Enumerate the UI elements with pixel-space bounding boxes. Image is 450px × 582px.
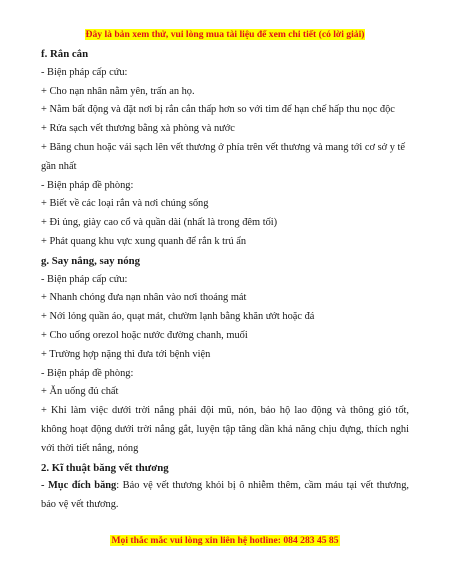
list-item: + Trường hợp nặng thì đưa tới bệnh viện — [41, 348, 211, 360]
hotline-notice-text: Mọi thắc mắc vui lòng xin liên hệ hotline: 084 283 45 85 — [111, 535, 339, 546]
list-item: + Khi làm việc dưới trời nắng phải đội mũ, nón, bảo hộ lao động và thông gió tốt, không hoạt động dưới trời nắng gắt, luyện tập tăng dần khả năng chịu đựng, thích nghi với thời tiết nắng, nóng — [41, 405, 409, 454]
list-item: + Biết về các loại rắn và nơi chúng sống — [41, 198, 209, 210]
section-f-first-aid-label: - Biện pháp cấp cứu: — [41, 66, 128, 78]
document-body — [41, 45, 409, 515]
list-item: + Rửa sạch vết thương bằng xà phòng và nước — [41, 123, 235, 135]
purpose-text: : Bảo vệ vết thương khỏi bị ô nhiễm thêm, cầm máu tại vết thương, bảo vệ vết thương. — [41, 480, 409, 511]
hotline-notice — [0, 535, 450, 546]
list-item: + Ăn uống đủ chất — [41, 386, 119, 398]
list-item: + Phát quang khu vực xung quanh để rắn k trú ẩn — [41, 235, 247, 247]
preview-notice-text: Đây là bản xem thử, vui lòng mua tài liệu để xem chi tiết (có lời giải) — [85, 29, 365, 40]
list-item: + Nới lỏng quần áo, quạt mát, chườm lạnh bằng khăn ướt hoặc đá — [41, 311, 315, 323]
preview-notice — [0, 29, 450, 40]
list-item: + Đi ủng, giày cao cổ và quần dài (nhất là trong đêm tối) — [41, 217, 278, 229]
section-g-first-aid-label: - Biện pháp cấp cứu: — [41, 273, 128, 285]
list-item: + Nhanh chóng đưa nạn nhân vào nơi thoáng mát — [41, 292, 247, 304]
list-item: + Cho nạn nhân nằm yên, trấn an họ. — [41, 85, 195, 97]
section-2-purpose — [41, 477, 409, 515]
section-f-prevention-label: - Biện pháp đề phòng: — [41, 179, 134, 191]
purpose-label: - Mục đích băng — [41, 480, 117, 492]
section-2-title: 2. Kĩ thuật băng vết thương — [41, 461, 169, 474]
list-item: + Băng chun hoặc vải sạch lên vết thương ở phía trên vết thương và mang tới cơ sở y tế gần nhất — [41, 141, 406, 172]
list-item: + Cho uống orezol hoặc nước đường chanh, muối — [41, 329, 248, 341]
list-item: + Nằm bất động và đặt nơi bị rắn cắn thấp hơn so với tim để hạn chế hấp thu nọc độc — [41, 104, 395, 116]
section-f-title: f. Rắn cắn — [41, 48, 89, 60]
section-g-prevention-label: - Biện pháp đề phòng: — [41, 367, 134, 379]
section-g-title: g. Say nắng, say nóng — [41, 254, 141, 267]
